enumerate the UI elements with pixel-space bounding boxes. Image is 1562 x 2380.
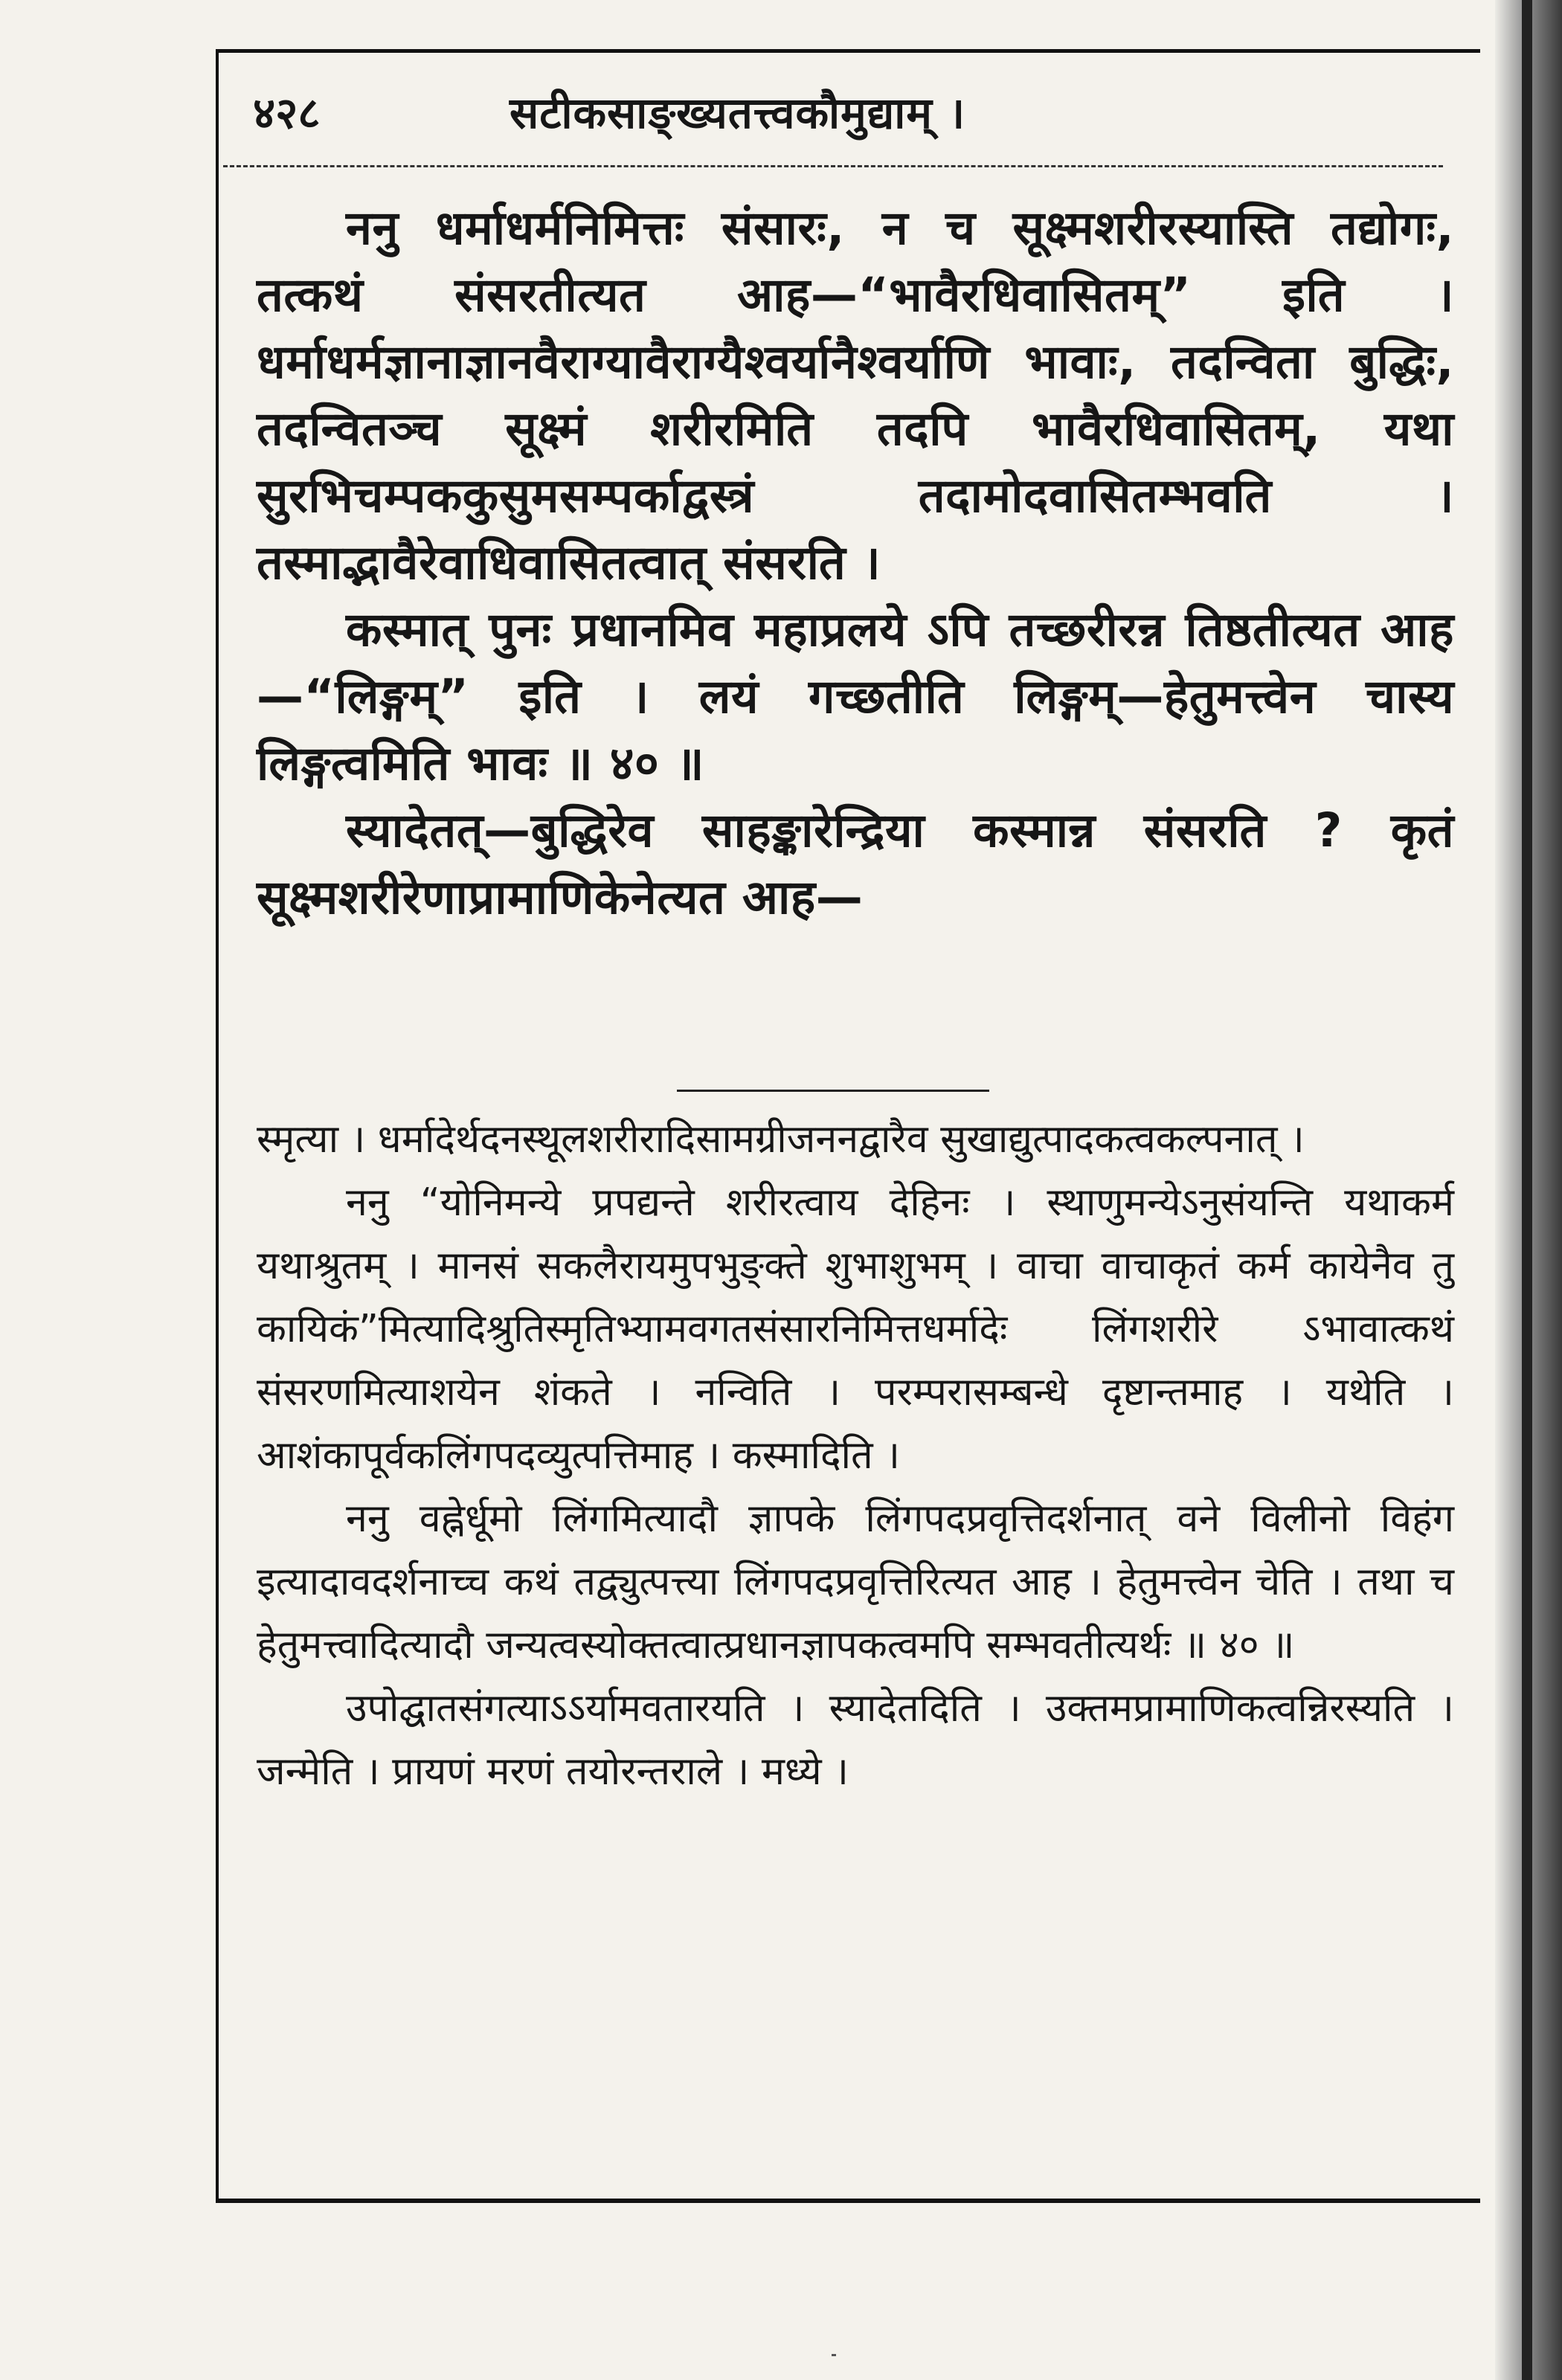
scan-binding-shadow <box>1522 0 1532 2380</box>
main-text <box>257 195 1454 931</box>
main-paragraph: ननु धर्माधर्मनिमित्तः संसारः, न च सूक्ष्मशरीरस्यास्ति तद्योगः, तत्कथं संसरतीत्यत आह—“भावैरधिवासितम्” इति । धर्माधर्मज्ञानाज्ञानवैराग्यावैराग्यैश्वर्यानैश्वर्याणि भावाः, तदन्विता बुद्धिः, तदन्वितञ्च सूक्ष्मं शरीरमिति तदपि भावैरधिवासितम्, यथा सुरभिचम्पककुसुमसम्पर्काद्वस्त्रं तदामोदवासितम्भवति । तस्माद्भावैरेवाधिवासितत्वात् संसरति । <box>257 201 1454 590</box>
main-paragraph: स्यादेतत्—बुद्धिरेव साहङ्कारेन्द्रिया कस्मान्न संसरति ? कृतं सूक्ष्मशरीरेणाप्रामाणिकेनेत्यत आह— <box>257 803 1454 924</box>
running-title: सटीकसाङ्ख्यतत्त्वकौमुद्याम् । <box>510 88 966 138</box>
commentary-divider <box>677 1090 989 1092</box>
page-header <box>253 82 1443 156</box>
page-number: ४२८ <box>253 88 321 138</box>
commentary-paragraph: स्मृत्या । धर्मादेर्थदनस्थूलशरीरादिसामग्रीजननद्वारैव सुखाद्युत्पादकत्वकल्पनात् । <box>257 1117 1305 1162</box>
main-paragraph: कस्मात् पुनः प्रधानमिव महाप्रलये ऽपि तच्छरीरन्न तिष्ठतीत्यत आह—“लिङ्गम्” इति । लयं गच्छतीति लिङ्गम्—हेतुमत्त्वेन चास्य लिङ्गत्वमिति भावः ॥ ४० ॥ <box>257 602 1454 791</box>
commentary <box>257 1108 1454 1804</box>
commentary-paragraph: ननु वह्नेर्धूमो लिंगमित्यादौ ज्ञापके लिंगपदप्रवृत्तिदर्शनात् वने विलीनो विहंग इत्यादावदर्शनाच्च कथं तद्व्युत्पत्त्या लिंगपदप्रवृत्तिरित्यत आह । हेतुमत्त्वेन चेति । तथा च हेतुमत्त्वादित्यादौ जन्यत्वस्योक्तत्वात्प्रधानज्ञापकत्वमपि सम्भवतीत्यर्थः ॥ ४० ॥ <box>257 1496 1454 1667</box>
commentary-paragraph: ननु “योनिमन्ये प्रपद्यन्ते शरीरत्वाय देहिनः । स्थाणुमन्येऽनुसंयन्ति यथाकर्म यथाश्रुतम् । मानसं सकलैरायमुपभुङ्क्ते शुभाशुभम् । वाचा वाचाकृतं कर्म कायेनैव तु कायिकं”मित्यादिश्रुतिस्मृतिभ्यामवगतसंसारनिमित्तधर्मादेः लिंगशरीरे ऽभावात्कथं संसरणमित्याशयेन शंकते । नन्विति । परम्परासम्बन्धे दृष्टान्तमाह । यथेति । आशंकापूर्वकलिंगपदव्युत्पत्तिमाह । कस्मादिति । <box>257 1180 1454 1478</box>
scan-speck <box>832 2354 836 2356</box>
commentary-paragraph: उपोद्घातसंगत्याऽऽर्यामवतारयति । स्यादेतदिति । उक्तमप्रामाणिकत्वन्निरस्यति । जन्मेति । प्रायणं मरणं तयोरन्तराले । मध्ये । <box>257 1686 1454 1794</box>
header-rule <box>223 165 1443 167</box>
